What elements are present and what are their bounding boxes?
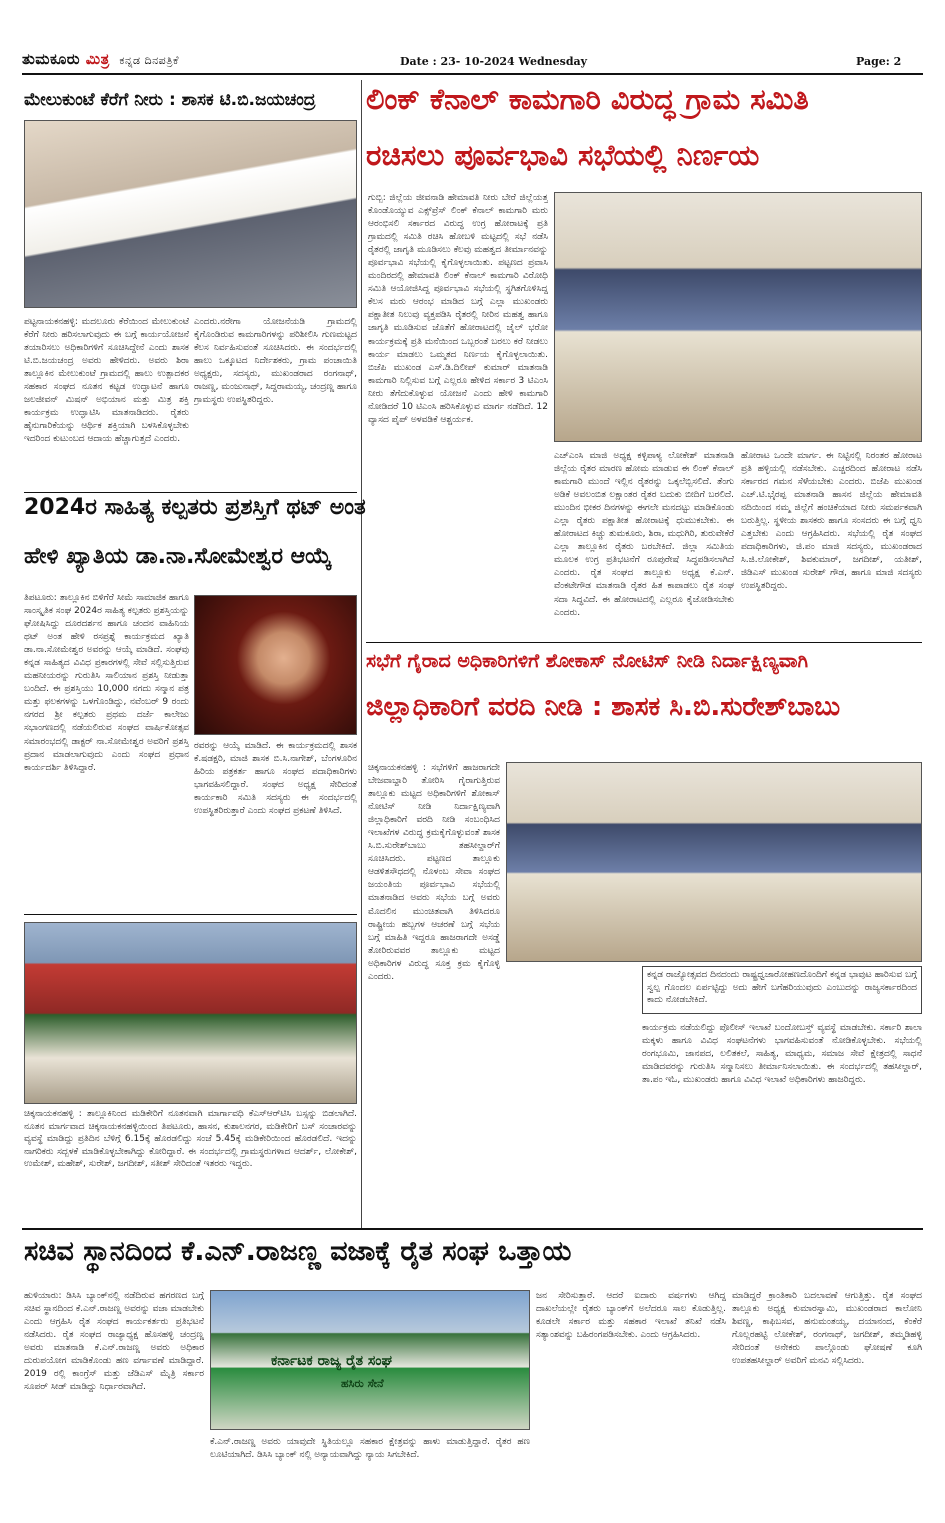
- story6-headline: ಸಚಿವ ಸ್ಥಾನದಿಂದ ಕೆ.ಎನ್.ರಾಜಣ್ಣ ವಜಾಕ್ಕೆ ರೈತ ಸಂಘ ಒತ್ತಾಯ: [24, 1236, 572, 1267]
- story3-body-right: ರವರನ್ನು ಆಯ್ಕೆ ಮಾಡಿದೆ. ಈ ಕಾರ್ಯಕ್ರಮದಲ್ಲಿ ಶಾಸಕ ಕೆ.ಷಡಕ್ಷರಿ, ಮಾಜಿ ಶಾಸಕ ಬಿ.ಸಿ.ನಾಗೇಶ್, ಬೆಂಗಳೂರಿನ ಹಿರಿಯ ಪತ್ರಕರ್ತ ಹಾಗೂ ಸಂಘದ ಪದಾಧಿಕಾರಿಗಳು ಭಾಗವಹಿಸಲಿದ್ದಾರೆ. ಸಂಘದ ಅಧ್ಯಕ್ಷ ಸೇರಿದಂತೆ ಕಾರ್ಯಕಾರಿ ಸಮಿತಿ ಸದಸ್ಯರು ಈ ಸಂದರ್ಭದಲ್ಲಿ ಉಪಸ್ಥಿತರಿರುತ್ತಾರೆ ಎಂದು ಸಂಘದ ಪ್ರಕಟಣೆ ತಿಳಿಸಿದೆ.: [194, 741, 357, 817]
- column-rule: [361, 80, 362, 1230]
- issue-date: Date : 23- 10-2024 Wednesday: [400, 55, 588, 68]
- rule: [22, 1228, 923, 1230]
- story3-portrait-photo: [194, 595, 357, 735]
- story1-body-left: ಪಟ್ಟನಾಯಕನಹಳ್ಳಿ: ಮದಲೂರು ಕೆರೆಯಿಂದ ಮೇಲುಕುಂಟೆ ಕೆರೆಗೆ ನೀರು ಹರಿಸಲಾಗುವುದು ಈ ಬಗ್ಗೆ ಕಾರ್ಯಯೋಜನೆ ತಯಾರಿಸಲು ಅಧಿಕಾರಿಗಳಿಗೆ ಸೂಚಿಸಿದ್ದೇನೆ ಎಂದು ಶಾಸಕ ಟಿ.ಬಿ.ಜಯಚಂದ್ರ ಅವರು ಹೇಳಿದರು. ಅವರು ಶಿರಾ ತಾಲ್ಲೂಕಿನ ಮೇಲುಕುಂಟೆ ಗ್ರಾಮದಲ್ಲಿ ಹಾಲು ಉತ್ಪಾದಕರ ಸಹಕಾರ ಸಂಘದ ನೂತನ ಕಟ್ಟಡ ಉದ್ಘಾಟನೆ ಹಾಗೂ ಜಲಜೀವನ್ ಮಿಷನ್ ಅಭಿಯಾನ ಮತ್ತು ಮಿತ್ರ ಶಕ್ತಿ ಕಾರ್ಯಕ್ರಮ ಉದ್ಘಾಟಿಸಿ ಮಾತನಾಡಿದರು. ರೈತರು ಹೈನುಗಾರಿಕೆಯನ್ನು ಆರ್ಥಿಕ ಶಕ್ತಿಯಾಗಿ ಬಳಸಿಕೊಳ್ಳಬೇಕು ಇದರಿಂದ ಕುಟುಂಬದ ಆದಾಯ ಹೆಚ್ಚಾಗುತ್ತದೆ ಎಂದರು.: [24, 317, 189, 445]
- masthead-subtitle: ಕನ್ನಡ ದಿನಪತ್ರಿಕೆ: [119, 54, 179, 67]
- story1-headline: ಮೇಲುಕುಂಟೆ ಕೆರೆಗೆ ನೀರು : ಶಾಸಕ ಟಿ.ಬಿ.ಜಯಚಂದ್ರ: [24, 90, 316, 110]
- story4-body-left: ಚಿಕ್ಕನಾಯಕನಹಳ್ಳಿ : ಸಭೆಗಳಿಗೆ ಹಾಜರಾಗದೇ ಬೇಜವಾಬ್ದಾರಿ ತೋರಿಸಿ ಗೈರಾಗುತ್ತಿರುವ ತಾಲ್ಲೂಕು ಮಟ್ಟದ ಅಧಿಕಾರಿಗಳಿಗೆ ಶೋಕಾಸ್ ನೋಟಿಸ್ ನೀಡಿ ನಿರ್ದಾಕ್ಷಿಣ್ಯವಾಗಿ ಜಿಲ್ಲಾಧಿಕಾರಿಗೆ ವರದಿ ನೀಡಿ ಸಂಬಂಧಿಸಿದ ಇಲಾಖೆಗಳ ವಿರುದ್ಧ ಕ್ರಮಕೈಗೊಳ್ಳುವಂತೆ ಶಾಸಕ ಸಿ.ಬಿ.ಸುರೇಶ್‌ಬಾಬು ತಹಸೀಲ್ದಾರ್‌ಗೆ ಸೂಚಿಸಿದರು. ಪಟ್ಟಣದ ತಾಲ್ಲೂಕು ಆಡಳಿತಸೌಧದಲ್ಲಿ ನೊಳಂಬ ಸೇವಾ ಸಂಘದ ಜಯಂತಿಯ ಪೂರ್ವಭಾವಿ ಸಭೆಯಲ್ಲಿ ಮಾತನಾಡಿದ ಅವರು ಸಭೆಯ ಬಗ್ಗೆ ಅವರು ಮೊದಲಿನ ಮುಂಚಿತವಾಗಿ ತಿಳಿಸಿದರೂ ರಾಷ್ಟ್ರೀಯ ಹಬ್ಬಗಳ ಆಚರಣೆ ಬಗ್ಗೆ ಸಭೆಯ ಬಗ್ಗೆ ಮಾಹಿತಿ ಇದ್ದರೂ ಹಾಜರಾಗದೇ ಅಸಡ್ಡೆ ತೋರಿರುವವರ ತಾಲ್ಲೂಕು ಮಟ್ಟದ ಅಧಿಕಾರಿಗಳ ವಿರುದ್ಧ ಸೂಕ್ತ ಕ್ರಮ ಕೈಗೊಳ್ಳಿ ಎಂದರು.: [368, 763, 500, 982]
- story2-body-col2: ಎಚ್‌ಎಂಸಿ ಮಾಜಿ ಅಧ್ಯಕ್ಷ ಕಳ್ಳಿಪಾಳ್ಯ ಲೋಕೇಶ್ ಮಾತನಾಡಿ ಜಿಲ್ಲೆಯ ರೈತರ ಮಾರಣ ಹೋಮ ಮಾಡುವ ಈ ಲಿಂಕ್ ಕೆನಾಲ್ ಕಾಮಗಾರಿ ಮುಂದೆ ಇಲ್ಲಿನ ರೈತರನ್ನು ಒಕ್ಕಲೆಬ್ಬಿಸಲಿದೆ. ತೆಂಗು ಅಡಿಕೆ ಅವಲಂಬಿತ ಲಕ್ಷಾಂತರ ರೈತರ ಬದುಕು ಬೀದಿಗೆ ಬರಲಿದೆ. ಮುಂದಿನ ಭೀಕರ ದಿನಗಳನ್ನು ಈಗಲೇ ಮನದಟ್ಟು ಮಾಡಿಕೊಂಡು ಎಲ್ಲಾ ರೈತರು ಪಕ್ಷಾತೀತ ಹೋರಾಟಕ್ಕೆ ಧುಮುಕಬೇಕು. ಈ ಹೋರಾಟದ ಕಿಚ್ಚು ತುಮಕೂರು, ಶಿರಾ, ಮಧುಗಿರಿ, ತುರುವೇಕೆರೆ ಎಲ್ಲಾ ತಾಲ್ಲೂಕಿನ ರೈತರು ಬರಬೇಕಿದೆ. ಜಿಲ್ಲಾ ಸಮಿತಿಯ ಮೂಲಕ ಉಗ್ರ ಪ್ರತಿಭಟನೆಗೆ ರೂಪುರೇಷೆ ಸಿದ್ಧಪಡಿಸಲಾಗಿದೆ ಎಂದರು. ರೈತ ಸಂಘದ ತಾಲ್ಲೂಕು ಅಧ್ಯಕ್ಷ ಕೆ.ಎನ್. ವೆಂಕಟೇಗೌಡ ಮಾತನಾಡಿ ರೈತರ ಹಿತ ಕಾಪಾಡಲು ರೈತ ಸಂಘ ಸದಾ ಸಿದ್ಧವಿದೆ. ಈ ಹೋರಾಟದಲ್ಲಿ ಎಲ್ಲರೂ ಕೈಜೋಡಿಸಬೇಕು ಎಂದರು.: [554, 451, 734, 618]
- story6-body-left: ಹುಳಿಯಾರು: ಡಿಸಿಸಿ ಬ್ಯಾಂಕ್‌ನಲ್ಲಿ ನಡೆದಿರುವ ಹಗರಣದ ಬಗ್ಗೆ ಸಚಿವ ಸ್ಥಾನದಿಂದ ಕೆ.ಎನ್.ರಾಜಣ್ಣ ಅವರನ್ನು ವಜಾ ಮಾಡಬೇಕು ಎಂದು ಆಗ್ರಹಿಸಿ ರೈತ ಸಂಘದ ಕಾರ್ಯಕರ್ತರು ಪ್ರತಿಭಟನೆ ನಡೆಸಿದರು. ರೈತ ಸಂಘದ ರಾಜ್ಯಾಧ್ಯಕ್ಷ ಹೊಸಹಳ್ಳಿ ಚಂದ್ರಣ್ಣ ಅವರು ಮಾತನಾಡಿ ಕೆ.ಎನ್.ರಾಜಣ್ಣ ಅವರು ಅಧಿಕಾರ ದುರುಪಯೋಗ ಮಾಡಿಕೊಂಡು ಹಣ ವರ್ಗಾವಣೆ ಮಾಡಿದ್ದಾರೆ. 2019 ರಲ್ಲಿ ಕಾಂಗ್ರೆಸ್ ಮತ್ತು ಜೆಡಿಎಸ್ ಮೈತ್ರಿ ಸರ್ಕಾರ ಸೂಪರ್ ಸೀಡ್ ಮಾಡಿದ್ದು ನಿರ್ಧಾರವಾಗಿದೆ.: [24, 1291, 204, 1393]
- story6-body-mid-bottom: ಕೆ.ಎನ್.ರಾಜಣ್ಣ ಅವರು ಯಾವುದೇ ಸ್ಥಿತಿಯಲ್ಲೂ ಸಹಕಾರ ಕ್ಷೇತ್ರವನ್ನು ಹಾಳು ಮಾಡುತ್ತಿದ್ದಾರೆ. ರೈತರ ಹಣ ಲೂಟಿಯಾಗಿದೆ. ಡಿಸಿಸಿ ಬ್ಯಾಂಕ್ ನಲ್ಲಿ ಅನ್ಯಾಯವಾಗಿದ್ದು ನ್ಯಾಯ ಸಿಗಬೇಕಿದೆ.: [210, 1437, 530, 1461]
- story2-photo: [554, 192, 922, 442]
- story4-photo-caption: ಕನ್ನಡ ರಾಜ್ಯೋತ್ಸವದ ದಿನದಂದು ರಾಷ್ಟ್ರಧ್ವಜಾರೋಹಣದೊಂದಿಗೆ ಕನ್ನಡ ಭಾವುಟ ಹಾರಿಸುವ ಬಗ್ಗೆ ಸ್ವಲ್ಪ ಗೊಂದಲ ಏರ್ಪಟ್ಟಿದ್ದು ಅದು ಹೇಗೆ ಬಗೆಹರಿಯುವುದು ಎಂಬುದನ್ನು ರಾಜ್ಯಸರ್ಕಾರದಿಂದ ಕಾದು ನೋಡಬೇಕಿದೆ.: [642, 966, 922, 1014]
- masthead-name-part1: ತುಮಕೂರು: [22, 50, 81, 68]
- story2-headline-line2: ರಚಿಸಲು ಪೂರ್ವಭಾವಿ ಸಭೆಯಲ್ಲಿ ನಿರ್ಣಯ: [366, 138, 760, 172]
- story3-body-left: ತಿಪಟೂರು: ತಾಲ್ಲೂಕಿನ ಬಿಳಿಗೆರೆ ಸೀಮೆ ಸಾಮಾಜಿಕ ಹಾಗೂ ಸಾಂಸ್ಕೃತಿಕ ಸಂಘ 2024ರ ಸಾಹಿತ್ಯ ಕಲ್ಪತರು ಪ್ರಶಸ್ತಿಯನ್ನು ಘೋಷಿಸಿದ್ದು ದೂರದರ್ಶನ ಹಾಗೂ ಚಂದನ ವಾಹಿನಿಯ ಥಟ್ ಅಂತ ಹೇಳಿ ರಸಪ್ರಶ್ನೆ ಕಾರ್ಯಕ್ರಮದ ಖ್ಯಾತಿ ಡಾ.ನಾ.ಸೋಮೇಶ್ವರ ಅವರನ್ನು ಆಯ್ಕೆ ಮಾಡಿದೆ. ಸಂಘವು ಕನ್ನಡ ಸಾಹಿತ್ಯದ ವಿವಿಧ ಪ್ರಕಾರಗಳಲ್ಲಿ ಸೇವೆ ಸಲ್ಲಿಸುತ್ತಿರುವ ಮಹನೀಯರನ್ನು ಗುರುತಿಸಿ ಸಾಲಿಯಾನ ಪ್ರಶಸ್ತಿ ನೀಡುತ್ತಾ ಬಂದಿದೆ. ಈ ಪ್ರಶಸ್ತಿಯು 10,000 ನಗದು ಸನ್ಮಾನ ಪತ್ರ ಮತ್ತು ಫಲಕಗಳನ್ನು ಒಳಗೊಂಡಿದ್ದು, ನವೆಂಬರ್ 9 ರಂದು ನಗರದ ಶ್ರೀ ಕಲ್ಪತರು ಪ್ರಥಮ ದರ್ಜೆ ಕಾಲೇಜು ಸಭಾಂಗಣದಲ್ಲಿ ನಡೆಯಲಿರುವ ಸಂಘದ ವಾರ್ಷಿಕೋತ್ಸವ ಸಮಾರಂಭದಲ್ಲಿ ಡಾಕ್ಟರ್ ನಾ.ಸೋಮೇಶ್ವರ ಅವರಿಗೆ ಪ್ರಶಸ್ತಿ ಪ್ರದಾನ ಮಾಡಲಾಗುವುದು ಎಂದು ಸಂಘದ ಪ್ರಧಾನ ಕಾರ್ಯದರ್ಶಿ ತಿಳಿಸಿದ್ದಾರೆ.: [24, 593, 189, 773]
- story3-headline-line2: ಹೇಳಿ ಖ್ಯಾತಿಯ ಡಾ.ನಾ.ಸೋಮೇಶ್ವರ ಆಯ್ಕೆ: [24, 544, 332, 569]
- rule: [366, 642, 922, 643]
- story5-caption: ಚಿಕ್ಕನಾಯಕನಹಳ್ಳಿ : ತಾಲ್ಲೂಕಿನಿಂದ ಮಡಿಕೇರಿಗೆ ನೂತನವಾಗಿ ಮಾರ್ಗಾವಧಿ ಕೆಎಸ್‌ಆರ್‌ಟಿಸಿ ಬಸ್ಸನ್ನು ಬಿಡಲಾಗಿದೆ. ನೂತನ ಮಾರ್ಗವಾದ ಚಿಕ್ಕನಾಯಕನಹಳ್ಳಿಯಿಂದ ತಿಪಟೂರು, ಹಾಸನ, ಕುಶಾಲನಗರ, ಮಡಿಕೇರಿಗೆ ಬಸ್ ಸಂಚಾರವನ್ನು ವ್ಯವಸ್ಥೆ ಮಾಡಿದ್ದು ಪ್ರತಿದಿನ ಬೆಳಿಗ್ಗೆ 6.15ಕ್ಕೆ ಹೊರಡಲಿದ್ದು ಸಂಜೆ 5.45ಕ್ಕೆ ಮಡಿಕೇರಿಯಿಂದ ಹೊರಡಲಿದೆ. ಇದನ್ನು ನಾಗರಿಕರು ಸದ್ಬಳಕೆ ಮಾಡಿಕೊಳ್ಳಬೇಕಾಗಿದ್ದು ಕೋರಿದ್ದಾರೆ. ಈ ಸಂದರ್ಭದಲ್ಲಿ ಗ್ರಾಮಸ್ಥರುಗಳಾದ ಆದರ್ಶ್, ಲೋಕೇಶ್, ಉಮೇಶ್, ಮಹೇಶ್, ಸುರೇಶ್, ಜಗದೀಶ್, ಸತೀಶ್ ಸೇರಿದಂತೆ ಇತರರು ಇದ್ದರು.: [24, 1109, 357, 1170]
- story4-body-right: ಕಾರ್ಯಕ್ರಮ ನಡೆಯಲಿದ್ದು ಪೊಲೀಸ್ ಇಲಾಖೆ ಬಂದೋಬಸ್ತ್ ವ್ಯವಸ್ಥೆ ಮಾಡಬೇಕು. ಸರ್ಕಾರಿ ಶಾಲಾ ಮಕ್ಕಳು ಹಾಗೂ ವಿವಿಧ ಸಂಘಟನೆಗಳು ಭಾಗವಹಿಸುವಂತೆ ನೋಡಿಕೊಳ್ಳಬೇಕು. ಸಭೆಯಲ್ಲಿ ರಂಗಭೂಮಿ, ಜಾನಪದ, ಲಲಿತಕಲೆ, ಸಾಹಿತ್ಯ, ಮಾಧ್ಯಮ, ಸಮಾಜ ಸೇವೆ ಕ್ಷೇತ್ರದಲ್ಲಿ ಸಾಧನೆ ಮಾಡಿದವರನ್ನು ಗುರುತಿಸಿ ಸನ್ಮಾನಿಸಲು ತೀರ್ಮಾನಿಸಲಾಯಿತು. ಈ ಸಂದರ್ಭದಲ್ಲಿ ತಹಸೀಲ್ದಾರ್, ತಾ.ಪಂ ಇಓ, ಮುಖಂಡರು ಹಾಗೂ ವಿವಿಧ ಇಲಾಖೆ ಅಧಿಕಾರಿಗಳು ಹಾಜರಿದ್ದರು.: [642, 1023, 922, 1086]
- story1-photo: [24, 120, 357, 308]
- story4-headline-line2: ಜಿಲ್ಲಾಧಿಕಾರಿಗೆ ವರದಿ ನೀಡಿ : ಶಾಸಕ ಸಿ.ಬಿ.ಸುರೇಶ್‌ಬಾಬು: [366, 692, 841, 722]
- story6-banner-text-line1: ಕರ್ನಾಟಕ ರಾಜ್ಯ ರೈತ ಸಂಘ: [271, 1353, 393, 1369]
- story2-body-col3: ಹೋರಾಟ ಒಂದೇ ಮಾರ್ಗ. ಈ ನಿಟ್ಟಿನಲ್ಲಿ ನಿರಂತರ ಹೋರಾಟ ಪ್ರತಿ ಹಳ್ಳಿಯಲ್ಲಿ ನಡೆಸಬೇಕು. ಎಚ್ಚರದಿಂದ ಹೋರಾಟ ನಡೆಸಿ ಸರ್ಕಾರದ ಗಮನ ಸೆಳೆಯಬೇಕು ಎಂದರು. ಬಿಜೆಪಿ ಮುಖಂಡ ಎಚ್.ಟಿ.ಭೈರಪ್ಪ ಮಾತನಾಡಿ ಹಾಸನ ಜಿಲ್ಲೆಯ ಹೇಮಾವತಿ ನದಿಯಿಂದ ನಮ್ಮ ಜಿಲ್ಲೆಗೆ ಹಂಚಿಕೆಯಾದ ನೀರು ಸಮರ್ಪಕವಾಗಿ ಬರುತ್ತಿಲ್ಲ. ಸ್ಥಳೀಯ ಶಾಸಕರು ಹಾಗೂ ಸಂಸದರು ಈ ಬಗ್ಗೆ ಧ್ವನಿ ಎತ್ತಬೇಕು ಎಂದು ಆಗ್ರಹಿಸಿದರು. ಸಭೆಯಲ್ಲಿ ರೈತ ಸಂಘದ ಪದಾಧಿಕಾರಿಗಳು, ಜಿ.ಪಂ ಮಾಜಿ ಸದಸ್ಯರು, ಮುಖಂಡರಾದ ಸಿ.ಜಿ.ಲೋಕೇಶ್, ಶಿವಕುಮಾರ್, ಜಗದೀಶ್, ಯತೀಶ್, ಜಿಡಿಎಸ್ ಮುಖಂಡ ಸುರೇಶ್ ಗೌಡ, ಹಾಗೂ ಮಾಜಿ ಸದಸ್ಯರು ಉಪಸ್ಥಿತರಿದ್ದರು.: [741, 451, 922, 592]
- masthead: [22, 50, 179, 68]
- masthead-name-part2: ಮಿತ್ರ: [85, 50, 110, 68]
- story4-photo: [506, 762, 922, 962]
- story6-banner-text-line2: ಹಸಿರು ಸೇನೆ: [341, 1377, 384, 1390]
- story2-body-col1: ಗುಬ್ಬಿ: ಜಿಲ್ಲೆಯ ಜೀವನಾಡಿ ಹೇಮಾವತಿ ನೀರು ಬೇರೆ ಜಿಲ್ಲೆಯತ್ತ ಕೊಂಡೊಯ್ಯುವ ಎಕ್ಸ್‌ಪ್ರೆಸ್ ಲಿಂಕ್ ಕೆನಾಲ್ ಕಾಮಗಾರಿ ಮರು ಆರಂಭಿಸಲಿ ಸರ್ಕಾರದ ವಿರುದ್ಧ ಉಗ್ರ ಹೋರಾಟಕ್ಕೆ ಪ್ರತಿ ಗ್ರಾಮದಲ್ಲಿ ಸಮಿತಿ ರಚಿಸಿ ಹೋಬಳಿ ಮಟ್ಟದಲ್ಲಿ ಸಭೆ ನಡೆಸಿ ರೈತರಲ್ಲಿ ಜಾಗೃತಿ ಮೂಡಿಸಲು ಕೆಲವು ಮಹತ್ವದ ತೀರ್ಮಾನವನ್ನು ಪೂರ್ವಭಾವಿ ಸಭೆಯಲ್ಲಿ ಕೈಗೊಳ್ಳಲಾಯಿತು. ಪಟ್ಟಣದ ಪ್ರವಾಸಿ ಮಂದಿರದಲ್ಲಿ ಹೇಮಾವತಿ ಲಿಂಕ್ ಕೆನಾಲ್ ಕಾಮಗಾರಿ ವಿರೋಧಿ ಸಮಿತಿ ಆಯೋಜಿಸಿದ್ದ ಪೂರ್ವಭಾವಿ ಸಭೆಯಲ್ಲಿ ಸ್ಥಗಿತಗೊಳಿಸಿದ್ದ ಕೆಲಸ ಮರು ಆರಂಭ ಮಾಡಿದ ಬಗ್ಗೆ ಎಲ್ಲಾ ಮುಖಂಡರು ಪಕ್ಷಾತೀತ ನಿಲುವು ವ್ಯಕ್ತಪಡಿಸಿ ರೈತರಲ್ಲಿ ನೀರಿನ ಮಹತ್ವ ಹಾಗೂ ಜಾಗೃತಿ ಮೂಡಿಸುವ ಜೊತೆಗೆ ಹೋರಾಟದಲ್ಲಿ ಜೈಲ್ ಭರೋ ಕಾರ್ಯಕ್ರಮಕ್ಕೆ ಪ್ರತಿ ಮನೆಯಿಂದ ಒಬ್ಬರಂತೆ ಬರಲು ಕರೆ ನೀಡಲು ಕಾರ್ಯ ಮಾಡಲು ಒಮ್ಮತದ ನಿರ್ಣಯ ಕೈಗೊಳ್ಳಲಾಯಿತು. ಬಿಜೆಪಿ ಮುಖಂಡ ಎಸ್.ಡಿ.ದಿಲೀಪ್ ಕುಮಾರ್ ಮಾತನಾಡಿ ಕಾಮಗಾರಿ ನಿಲ್ಲಿಸುವ ಬಗ್ಗೆ ಎಲ್ಲರೂ ಹೇಳಿದ ಸರ್ಕಾರ 3 ಟಿಎಂಸಿ ನೀರು ತೆಗೆದುಕೊಳ್ಳುವ ಯೋಜನೆ ಎಂದು ಹೇಳಿ ಕಾಮಗಾರಿ ನೋಡಿದರೆ 10 ಟಿಎಂಸಿ ಹರಿಸಿಕೊಳ್ಳುವ ಮಾರ್ಗ ನಡೆದಿದೆ. 12 ವ್ಯಾಸದ ಪೈಪ್ ಅಳವಡಿಕೆ ಆಶ್ಚರ್ಯಕ.: [368, 193, 548, 425]
- story6-body-mid-top: ಜನ ಸೇರಿಸುತ್ತಾರೆ. ಆದರೆ ಐದಾರು ವರ್ಷಗಳು ಆಗಿದ್ದ ದಾಖಲೆಯಲ್ಲೇ ರೈತರು ಬ್ಯಾಂಕ್‌ಗೆ ಅಲೆದರೂ ಸಾಲ ಕೊಡುತ್ತಿಲ್ಲ. ಕೂಡಲೇ ಸರ್ಕಾರ ಮತ್ತು ಸಹಕಾರ ಇಲಾಖೆ ತನಿಖೆ ನಡೆಸಿ ಸತ್ಯಾಂಶವನ್ನು ಬಹಿರಂಗಪಡಿಸಬೇಕು. ಎಂದು ಆಗ್ರಹಿಸಿದರು.: [536, 1291, 726, 1341]
- rule: [24, 914, 357, 915]
- rule: [24, 492, 357, 493]
- header-rule: [22, 73, 923, 75]
- story2-headline-line1: ಲಿಂಕ್ ಕೆನಾಲ್ ಕಾಮಗಾರಿ ವಿರುದ್ಧ ಗ್ರಾಮ ಸಮಿತಿ: [366, 82, 809, 116]
- story1-body-right: ಎಂದರು.ನರೇಗಾ ಯೋಜನೆಯಡಿ ಗ್ರಾಮದಲ್ಲಿ ಕೈಗೊಂಡಿರುವ ಕಾಮಗಾರಿಗಳನ್ನು ಪರಿಶೀಲಿಸಿ ಗುಣಮಟ್ಟದ ಕೆಲಸ ನಿರ್ವಹಿಸುವಂತೆ ಸೂಚಿಸಿದರು. ಈ ಸಂದರ್ಭದಲ್ಲಿ ಹಾಲು ಒಕ್ಕೂಟದ ನಿರ್ದೇಶಕರು, ಗ್ರಾಮ ಪಂಚಾಯಿತಿ ಅಧ್ಯಕ್ಷರು, ಸದಸ್ಯರು, ಮುಖಂಡರಾದ ರಂಗನಾಥ್, ರಾಜಣ್ಣ, ಮಂಜುನಾಥ್, ಸಿದ್ದರಾಮಯ್ಯ, ಚಂದ್ರಣ್ಣ ಹಾಗೂ ಗ್ರಾಮಸ್ಥರು ಉಪಸ್ಥಿತರಿದ್ದರು.: [194, 317, 357, 406]
- story4-headline-line1: ಸಭೆಗೆ ಗೈರಾದ ಅಧಿಕಾರಿಗಳಿಗೆ ಶೋಕಾಸ್ ನೋಟಿಸ್ ನೀಡಿ ನಿರ್ದಾಕ್ಷಿಣ್ಯವಾಗಿ: [366, 650, 809, 672]
- story5-bus-photo: [24, 922, 357, 1104]
- story6-body-right: ಮಾಡಿದ್ದರೆ ಕ್ರಾಂತಿಕಾರಿ ಬದಲಾವಣೆ ಆಗುತ್ತಿತ್ತು. ರೈತ ಸಂಘದ ತಾಲ್ಲೂಕು ಅಧ್ಯಕ್ಷ ಕುಮಾರಸ್ವಾಮಿ, ಮುಖಂಡರಾದ ಕಾಲೋನಿ ಶಿವಣ್ಣ, ಕಾಫಿಬಸವ, ಹನುಮಂತಯ್ಯ, ದಯಾನಂದ, ಕೆಂಕೆರೆ ಗೊಲ್ಲರಹಟ್ಟಿ ಲೋಕೇಶ್, ರಂಗನಾಥ್, ಜಗದೀಶ್, ತಮ್ಮಡಿಹಳ್ಳಿ ಸೇರಿದಂತೆ ಅನೇಕರು ಪಾಲ್ಗೊಂಡು ಘೋಷಣೆ ಕೂಗಿ ಉಪತಹಸೀಲ್ದಾರ್ ಅವರಿಗೆ ಮನವಿ ಸಲ್ಲಿಸಿದರು.: [732, 1291, 922, 1367]
- story6-protest-photo: [210, 1290, 530, 1430]
- page-number: Page: 2: [856, 55, 902, 68]
- story3-headline-line1: 2024ರ ಸಾಹಿತ್ಯ ಕಲ್ಪತರು ಪ್ರಶಸ್ತಿಗೆ ಥಟ್ ಅಂತ: [24, 495, 366, 520]
